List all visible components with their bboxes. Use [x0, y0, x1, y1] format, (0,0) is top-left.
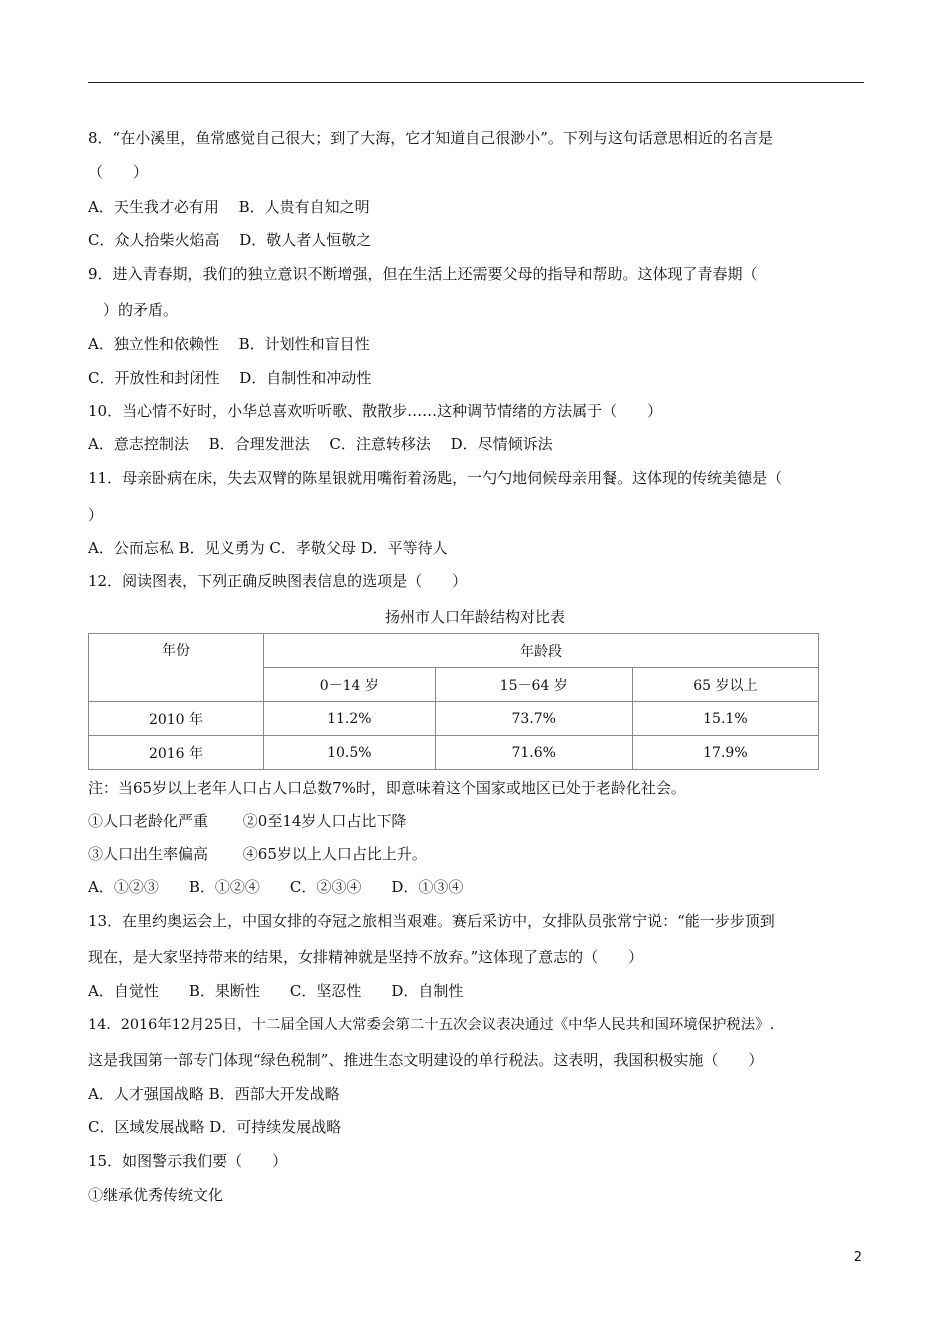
q8-stem-cont: （ ）: [88, 163, 149, 181]
age-group-0-14: 0－14 岁: [264, 668, 436, 702]
q11-stem-cont: ）: [88, 506, 104, 524]
page-number: 2: [853, 1250, 862, 1265]
q15-stem: 15．如图警示我们要（ ）: [88, 1152, 288, 1170]
age-group-15-64: 15－64 岁: [435, 668, 632, 702]
year-header: 年份: [89, 634, 264, 702]
table-title: 扬州市人口年龄结构对比表: [384, 608, 565, 626]
q14-options-ab: A．人才强国战略 B．西部大开发战略: [88, 1085, 340, 1103]
q8-options-ab: A．天生我才必有用 B．人贵有自知之明: [88, 198, 370, 216]
population-table: [88, 633, 819, 770]
table-row: [89, 702, 819, 736]
q9-options-cd: C．开放性和封闭性 D．自制性和冲动性: [88, 369, 372, 387]
q13-stem-cont: 现在，是大家坚持带来的结果，女排精神就是坚持不放弃。”这体现了意志的（ ）: [88, 948, 644, 966]
q11-options: A．公而忘私 B．见义勇为 C．孝敬父母 D．平等待人: [88, 539, 448, 557]
table-row: [89, 736, 819, 770]
table-cell: 17.9%: [632, 736, 818, 770]
q9-options-ab: A．独立性和依赖性 B．计划性和盲目性: [88, 335, 370, 353]
q14-stem: 14．2016年12月25日，十二届全国人大常委会第二十五次会议表决通过《中华人民共和国环境保护税法》.: [88, 1017, 775, 1033]
q14-options-cd: C．区域发展战略 D．可持续发展战略: [88, 1118, 342, 1136]
row-year: 2016 年: [89, 736, 264, 770]
q14-stem-cont: 这是我国第一部专门体现“绿色税制”、推进生态文明建设的单行税法。这表明，我国积极实施（ ）: [88, 1051, 764, 1069]
table-cell: 15.1%: [632, 702, 818, 736]
q11-stem: 11．母亲卧病在床，失去双臂的陈星银就用嘴衔着汤匙，一勺勺地伺候母亲用餐。这体现的传统美德是（: [88, 469, 783, 487]
q12-note: 注：当65岁以上老年人口占人口总数7%时，即意味着这个国家或地区已处于老龄化社会。: [88, 779, 686, 797]
q13-stem: 13．在里约奥运会上，中国女排的夺冠之旅相当艰难。赛后采访中，女排队员张常宁说：“能一步步顶到: [88, 912, 775, 930]
q9-stem: 9．进入青春期，我们的独立意识不断增强，但在生活上还需要父母的指导和帮助。这体现了青春期（: [88, 265, 758, 283]
q12-options: A．①②③ B．①②④ C．②③④ D．①③④: [88, 878, 464, 896]
q8-options-cd: C．众人拾柴火焰高 D．敬人者人恒敬之: [88, 231, 372, 249]
table-cell: 11.2%: [264, 702, 436, 736]
q12-items-3-4: ③人口出生率偏高 ④65岁以上人口占比上升。: [88, 845, 427, 863]
table-cell: 10.5%: [264, 736, 436, 770]
q12-stem: 12．阅读图表，下列正确反映图表信息的选项是（ ）: [88, 572, 468, 590]
q15-item-1: ①继承优秀传统文化: [88, 1186, 224, 1204]
table-cell: 71.6%: [435, 736, 632, 770]
age-group-65-plus: 65 岁以上: [632, 668, 818, 702]
q13-options: A．自觉性 B．果断性 C．坚忍性 D．自制性: [88, 982, 464, 1000]
q10-stem: 10．当心情不好时，小华总喜欢听听歌、散散步……这种调节情绪的方法属于（ ）: [88, 402, 663, 420]
table-cell: 73.7%: [435, 702, 632, 736]
header-rule: [88, 82, 864, 83]
row-year: 2010 年: [89, 702, 264, 736]
age-group-header: 年龄段: [264, 634, 819, 668]
q8-stem: 8．“在小溪里，鱼常感觉自己很大；到了大海，它才知道自己很渺小”。下列与这句话意思相近的名言是: [88, 129, 773, 147]
q12-items-1-2: ①人口老龄化严重 ②0至14岁人口占比下降: [88, 812, 407, 830]
q9-stem-cont: ）的矛盾。: [88, 301, 179, 319]
q10-options: A．意志控制法 B．合理发泄法 C．注意转移法 D．尽情倾诉法: [88, 435, 553, 453]
